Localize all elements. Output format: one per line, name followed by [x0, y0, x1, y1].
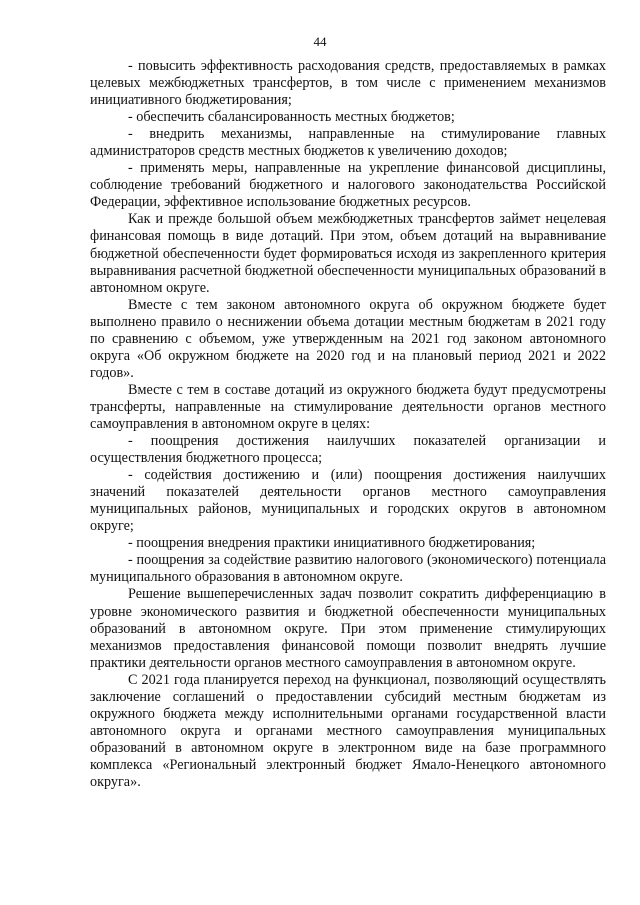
- paragraph: - содействия достижению и (или) поощрения достижения наилучших значений показателей деятельности органов местного самоуправления муниципальных районов, муниципальных и городских округов в автономном округе;: [90, 467, 606, 535]
- paragraph: - обеспечить сбалансированность местных бюджетов;: [128, 109, 455, 126]
- paragraph: Как и прежде большой объем межбюджетных трансфертов займет нецелевая финансовая помощь в виде дотаций. При этом, объем дотаций на выравнивание бюджетной обеспеченности будет формироваться исходя из закрепленного критерия выравнивания расчетной бюджетной обеспеченности муниципальных образований в автономном округе.: [90, 211, 606, 296]
- paragraph: - внедрить механизмы, направленные на стимулирование главных администраторов средств местных бюджетов к увеличению доходов;: [90, 126, 606, 160]
- paragraph: С 2021 года планируется переход на функционал, позволяющий осуществлять заключение соглашений о предоставлении субсидий местным бюджетам из окружного бюджета между исполнительными органами государственной власти автономного округа и органами местного самоуправления муниципальных образований в автономном округе в электронном виде на базе программного комплекса «Региональный электронный бюджет Ямало-Ненецкого автономного округа».: [90, 671, 606, 790]
- paragraph: Решение вышеперечисленных задач позволит сократить дифференциацию в уровне экономического развития и бюджетной обеспеченности муниципальных образований в автономном округе. При этом применение стимулирующих механизмов предоставления финансовой помощи позволит внедрять лучшие практики деятельности органов местного самоуправления в автономном округе.: [90, 586, 606, 671]
- paragraph: - поощрения достижения наилучших показателей организации и осуществления бюджетного процесса;: [90, 433, 606, 467]
- paragraph: Вместе с тем законом автономного округа об окружном бюджете будет выполнено правило о неснижении объема дотации местным бюджетам в 2021 году по сравнению с объемом, уже утвержденным на 2021 год законом автономного округа «Об окружном бюджете на 2020 год и на плановый период 2021 и 2022 годов».: [90, 296, 606, 381]
- page-number: 44: [313, 34, 327, 49]
- paragraph: - применять меры, направленные на укрепление финансовой дисциплины, соблюдение требований бюджетного и налогового законодательства Российской Федерации, эффективное использование бюджетных ресурсов.: [90, 160, 606, 211]
- paragraph: - поощрения за содействие развитию налогового (экономического) потенциала муниципального образования в автономном округе.: [90, 552, 606, 586]
- paragraph: Вместе с тем в составе дотаций из окружного бюджета будут предусмотрены трансферты, направленные на стимулирование деятельности органов местного самоуправления в автономном округе в целях:: [90, 381, 606, 432]
- document-body: [90, 58, 606, 791]
- paragraph: - повысить эффективность расходования средств, предоставляемых в рамках целевых межбюджетных трансфертов, в том числе с применением механизмов инициативного бюджетирования;: [90, 58, 606, 109]
- paragraph: - поощрения внедрения практики инициативного бюджетирования;: [128, 535, 536, 552]
